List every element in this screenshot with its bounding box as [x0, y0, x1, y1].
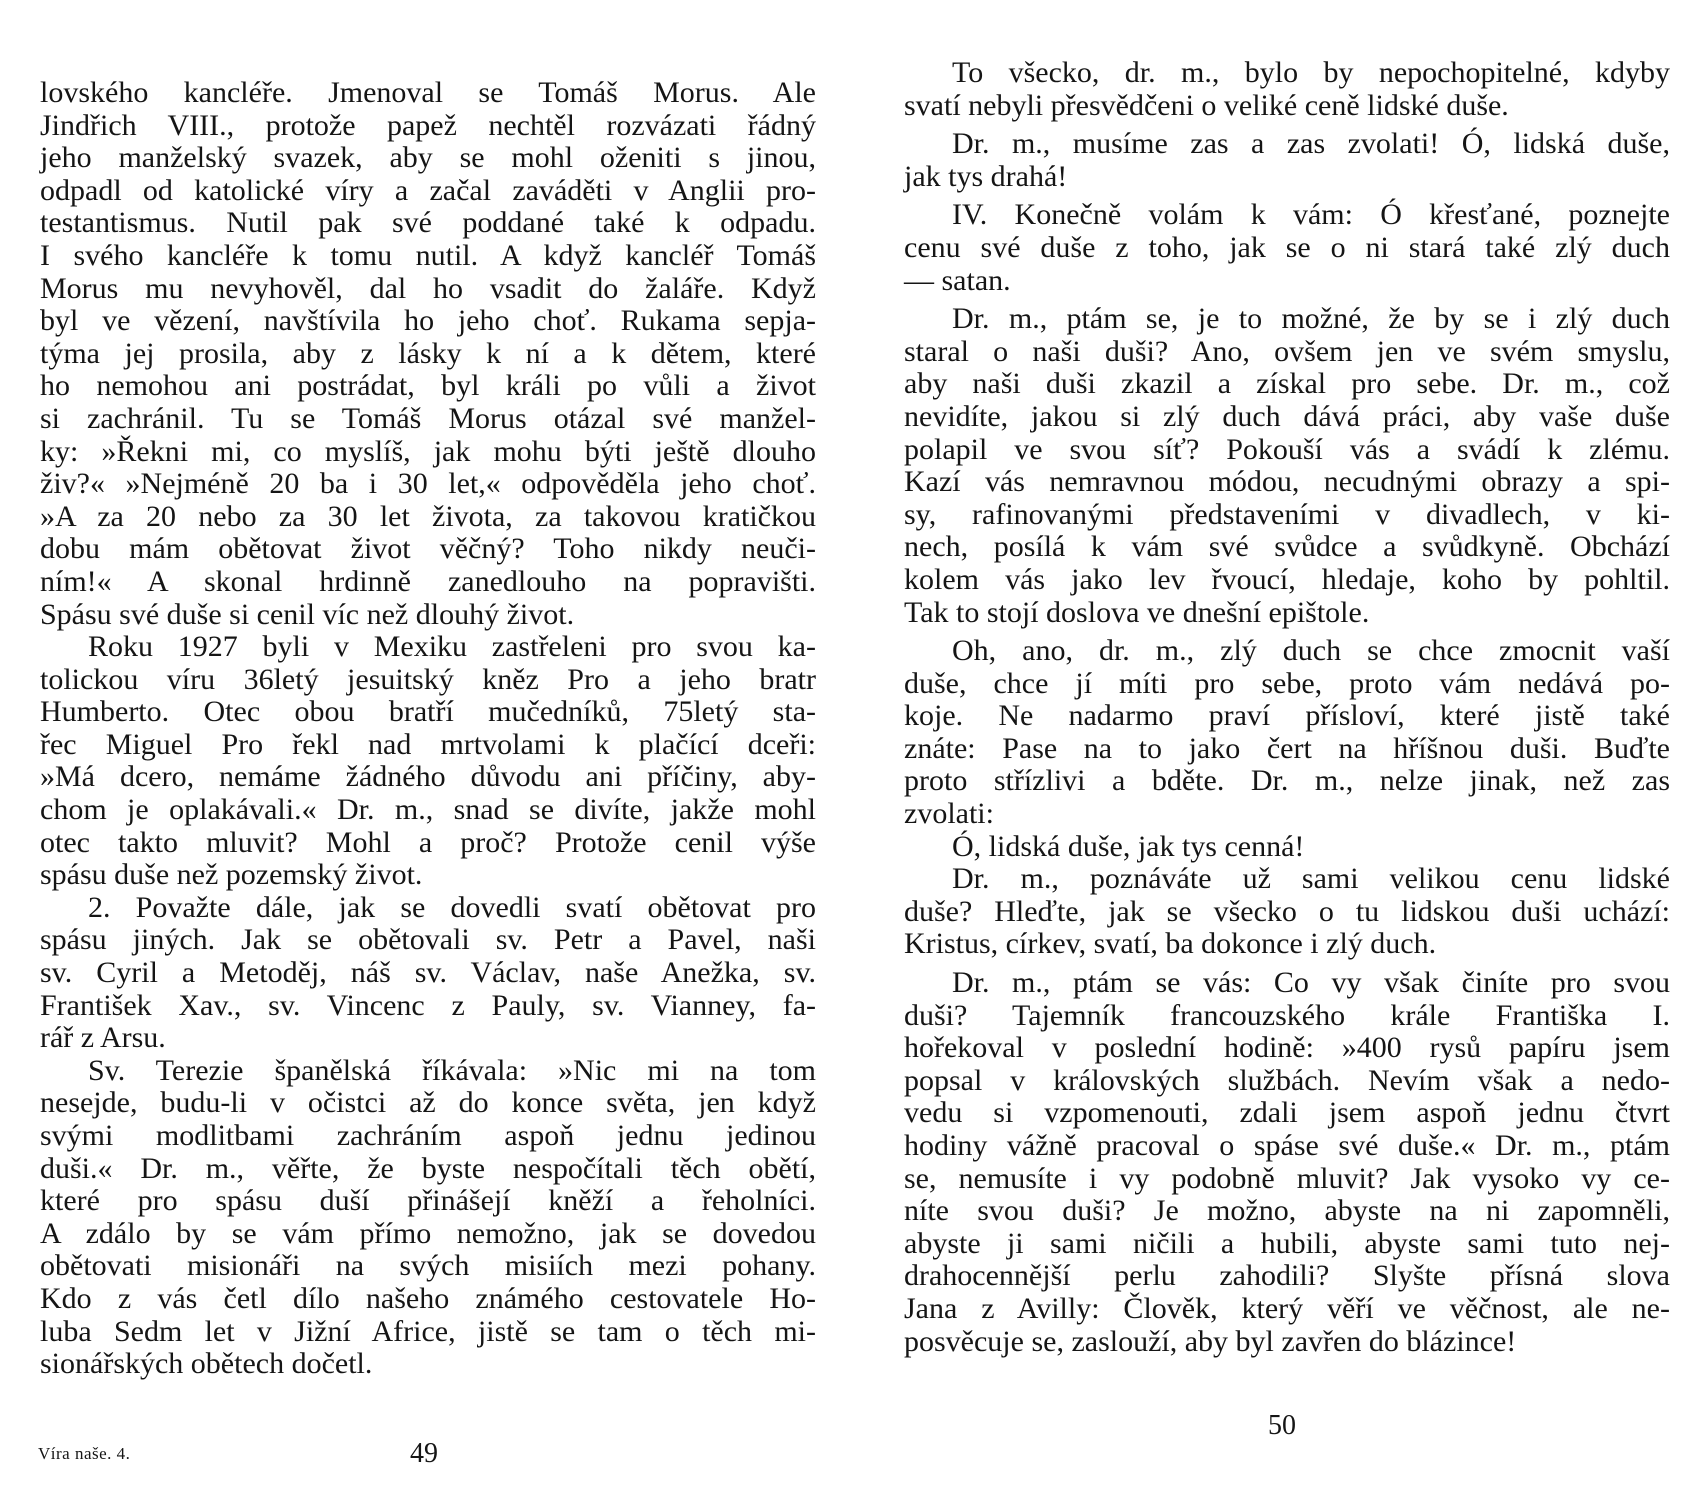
text-line: testantismus. Nutil pak své poddané také k odpadu.	[40, 206, 816, 240]
text-line: lovského kancléře. Jmenoval se Tomáš Morus. Ale	[40, 76, 816, 109]
text-line: Oh, ano, dr. m., zlý duch se chce zmocnit vaší	[952, 634, 1670, 668]
text-line: duše? Hleďte, jak se všecko o tu lidskou duši uchází:	[904, 894, 1670, 928]
text-line: nesejde, budu-li v očistci až do konce světa, jen když	[40, 1086, 816, 1120]
text-line: Dr. m., ptám se vás: Co vy však činíte pro svou	[952, 966, 1670, 1000]
page-number-left: 49	[410, 1438, 438, 1469]
text-line: řec Miguel Pro řekl nad mrtvolami k plačící dceři:	[40, 727, 816, 761]
text-line: luba Sedm let v Jižní Africe, jistě se tam o těch mi-	[40, 1314, 816, 1348]
text-line: nevidíte, jakou si zlý duch dává práci, aby vaše duše	[904, 399, 1670, 433]
paragraph	[904, 57, 1670, 122]
text-line: Kdo z vás četl dílo našeho známého cestovatele Ho-	[40, 1281, 816, 1315]
text-line: týma jej prosila, aby z lásky k ní a k dětem, které	[40, 336, 816, 370]
text-line: sv. Cyril a Metoděj, náš sv. Václav, naše Anežka, sv.	[40, 956, 816, 990]
text-line: hodiny vážně pracoval o spáse své duše.« Dr. m., ptám	[904, 1129, 1670, 1162]
text-line: Dr. m., poznáváte už sami velikou cenu lidské	[952, 862, 1670, 896]
page-number-right: 50	[1268, 1410, 1296, 1441]
text-line: svatí nebyli přesvědčeni o veliké ceně lidské duše.	[904, 88, 1509, 122]
text-line: Sv. Terezie španělská říkávala: »Nic mi na tom	[88, 1053, 816, 1087]
text-line: rář z Arsu.	[40, 1021, 166, 1055]
text-line: Kazí vás nemravnou módou, necudnými obrazy a spi-	[904, 465, 1670, 499]
text-line: duše, chce jí míti pro sebe, proto vám nedává po-	[904, 666, 1670, 700]
text-line: Spásu své duše si cenil víc než dlouhý život.	[40, 597, 575, 631]
paragraph	[904, 128, 1670, 193]
text-line: 2. Považte dále, jak se dovedli svatí obětovat pro	[88, 890, 816, 924]
text-line: — satan.	[904, 263, 1011, 297]
paragraph	[40, 631, 816, 892]
text-line: »A za 20 nebo za 30 let života, za takovou kratičkou	[40, 499, 816, 533]
text-line: sy, rafinovanými představeními v divadlech, v ki-	[904, 497, 1670, 531]
text-line: jak tys drahá!	[904, 159, 1068, 193]
text-line: I svého kancléře k tomu nutil. A když kancléř Tomáš	[40, 238, 816, 272]
text-line: hořekoval v poslední hodině: »400 rysů papíru jsem	[904, 1031, 1670, 1065]
text-line: chom je oplakávali.« Dr. m., snad se divíte, jakže mohl	[40, 793, 816, 827]
text-line: »Má dcero, nemáme žádného důvodu ani příčiny, aby-	[40, 760, 816, 794]
text-line: otec takto mluvit? Mohl a proč? Protože cenil výše	[40, 825, 816, 859]
text-line: proto střízlivi a bděte. Dr. m., nelze jinak, než zas	[904, 764, 1670, 798]
text-line: Jana z Avilly: Člověk, který věří ve věčnost, ale ne-	[904, 1291, 1670, 1325]
text-line: drahocennější perlu zahodili? Slyšte přísná slova	[904, 1259, 1670, 1293]
text-line: Jindřich VIII., protože papež nechtěl rozvázati řádný	[40, 108, 816, 142]
text-line: ním!« A skonal hrdinně zanedlouho na popravišti.	[40, 564, 816, 598]
text-line: kolem vás jako lev řvoucí, hledaje, koho by pohltil.	[904, 562, 1670, 596]
book-signature: Víra naše. 4.	[38, 1444, 131, 1463]
text-line: aby naši duši zkazil a získal pro sebe. Dr. m., což	[904, 367, 1670, 401]
text-line: Roku 1927 byli v Mexiku zastřeleni pro svou ka-	[88, 630, 816, 664]
text-line: ky: »Řekni mi, co myslíš, jak mohu býti ještě dlouho	[40, 434, 816, 468]
paragraph	[40, 77, 816, 631]
text-line: koje. Ne nadarmo praví přísloví, které jistě také	[904, 699, 1670, 733]
text-line: popsal v královských službách. Nevím však a nedo-	[904, 1063, 1670, 1097]
text-line: nech, posílá k vám své svůdce a svůdkyně. Obchází	[904, 530, 1670, 564]
paragraph	[904, 863, 1670, 961]
text-line: byl ve vězení, navštívila ho jeho choť. Rukama sepja-	[40, 304, 816, 338]
paragraph	[904, 635, 1670, 831]
text-line: František Xav., sv. Vincenc z Pauly, sv. Vianney, fa-	[40, 988, 816, 1022]
text-line: znáte: Pase na to jako čert na hříšnou duši. Buďte	[904, 731, 1670, 765]
text-line: si zachránil. Tu se Tomáš Morus otázal své manžel-	[40, 401, 816, 435]
text-line: Tak to stojí doslova ve dnešní epištole.	[904, 595, 1370, 629]
text-line: živ?« »Nejméně 20 ba i 30 let,« odpověděla jeho choť.	[40, 467, 816, 501]
text-line: polapil ve svou síť? Pokouší vás a svádí k zlému.	[904, 432, 1670, 466]
text-line: posvěcuje se, zaslouží, aby byl zavřen do blázince!	[904, 1324, 1517, 1358]
right-page-text	[904, 57, 1670, 1358]
text-line: sionářských obětech dočetl.	[40, 1347, 373, 1381]
paragraph	[904, 831, 1670, 864]
text-line: Morus mu nevyhověl, dal ho vsadit do žaláře. Když	[40, 271, 816, 305]
text-line: spásu jiných. Jak se obětovali sv. Petr a Pavel, naši	[40, 923, 816, 957]
text-line: Dr. m., ptám se, je to možné, že by se i zlý duch	[952, 302, 1670, 336]
paragraph	[904, 199, 1670, 297]
text-line: staral o naši duši? Ano, ovšem jen ve svém smyslu,	[904, 334, 1670, 368]
paragraph	[904, 967, 1670, 1358]
text-line: vedu si vzpomenouti, zdali jsem aspoň jednu čtvrt	[904, 1096, 1670, 1130]
text-line: dobu mám obětovat život věčný? Toho nikdy neuči-	[40, 532, 816, 566]
text-line: jeho manželský svazek, aby se mohl oženiti s jinou,	[40, 141, 816, 175]
text-line: IV. Konečně volám k vám: Ó křesťané, poznejte	[952, 198, 1670, 232]
left-page-text	[40, 77, 816, 1381]
text-line: duši.« Dr. m., věřte, že byste nespočítali těch obětí,	[40, 1151, 816, 1185]
paragraph	[40, 892, 816, 1055]
text-line: A zdálo by se vám přímo nemožno, jak se dovedou	[40, 1216, 816, 1250]
text-line: svými modlitbami zachráním aspoň jednu jedinou	[40, 1119, 816, 1152]
text-line: Ó, lidská duše, jak tys cenná!	[952, 829, 1305, 863]
text-line: obětovati misionáři na svých misiích mezi pohany.	[40, 1249, 816, 1283]
paragraph	[904, 303, 1670, 629]
text-line: ho nemohou ani postrádat, byl králi po vůli a život	[40, 369, 816, 403]
text-line: Humberto. Otec obou bratří mučedníků, 75letý sta-	[40, 695, 816, 729]
text-line: cenu své duše z toho, jak se o ni stará také zlý duch	[904, 230, 1670, 264]
text-line: abyste ji sami ničili a hubili, abyste sami tuto nej-	[904, 1226, 1670, 1260]
text-line: duši? Tajemník francouzského krále Františka I.	[904, 998, 1670, 1032]
text-line: To všecko, dr. m., bylo by nepochopitelné, kdyby	[952, 56, 1670, 89]
text-line: které pro spásu duší přinášejí kněží a řeholníci.	[40, 1184, 816, 1218]
text-line: Kristus, církev, svatí, ba dokonce i zlý duch.	[904, 927, 1437, 961]
text-line: Dr. m., musíme zas a zas zvolati! Ó, lidská duše,	[952, 127, 1670, 161]
text-line: níte svou duši? Je možno, abyste na ni zapomněli,	[904, 1194, 1670, 1228]
paragraph	[40, 1055, 816, 1381]
text-line: spásu duše než pozemský život.	[40, 858, 423, 892]
text-line: odpadl od katolické víry a začal zaváděti v Anglii pro-	[40, 173, 816, 207]
text-line: se, nemusíte i vy podobně mluvit? Jak vysoko vy ce-	[904, 1161, 1670, 1195]
text-line: tolickou víru 36letý jesuitský kněz Pro a jeho bratr	[40, 662, 816, 696]
text-line: zvolati:	[904, 797, 994, 831]
